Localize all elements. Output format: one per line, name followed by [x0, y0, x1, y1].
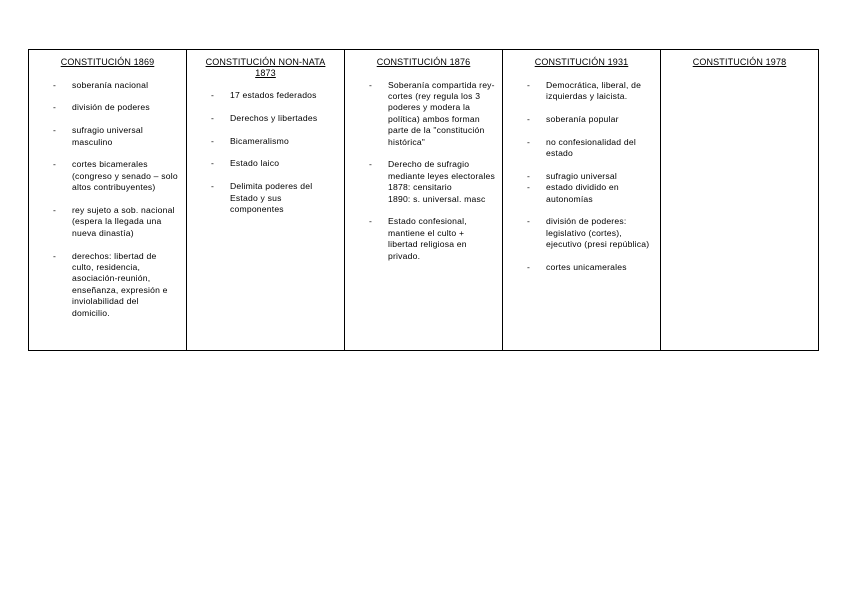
list-item	[190, 90, 341, 101]
column-title: CONSTITUCIÓN 1876	[376, 57, 471, 67]
list-item-text: Estado laico	[230, 158, 280, 169]
list-item-subline: 1890: s. universal. masc	[388, 193, 486, 204]
list-item	[348, 159, 499, 205]
list-item-text: estado dividido en autonomías	[546, 182, 619, 204]
list-item-text: derechos: libertad de culto, residencia, asociación-reunión, enseñanza, expresión e inviolabilidad del domicilio.	[72, 250, 168, 318]
list-item-text: Soberanía compartida rey-cortes (rey regula los 3 poderes y modera la política) ambos forman parte de la "constitución histórica"	[388, 79, 495, 147]
list-item	[32, 80, 183, 91]
list-item-text: no confesionalidad del estado	[546, 136, 636, 158]
column-1931	[503, 50, 661, 351]
list-item	[190, 181, 341, 215]
list-item	[348, 80, 499, 148]
list-item-text: división de poderes: legislativo (cortes), ejecutivo (presi república)	[546, 216, 650, 250]
item-list	[190, 90, 341, 215]
item-list	[32, 80, 183, 319]
list-item-text: rey sujeto a sob. nacional (espera la llegada una nueva dinastía)	[72, 204, 175, 238]
list-item-text: Bicameralismo	[230, 135, 289, 146]
list-item	[190, 136, 341, 147]
column-1873	[187, 50, 345, 351]
column-1978	[661, 50, 819, 351]
item-list	[348, 80, 499, 262]
list-item	[32, 251, 183, 319]
column-title: CONSTITUCIÓN 1869	[60, 57, 155, 67]
list-item-text: división de poderes	[72, 102, 150, 113]
list-item	[348, 216, 499, 262]
list-item	[190, 113, 341, 124]
list-item-text: cortes unicamerales	[546, 261, 627, 272]
item-list	[506, 80, 657, 274]
list-item-text: 17 estados federados	[230, 90, 317, 100]
column-1869	[29, 50, 187, 351]
list-item	[506, 114, 657, 125]
list-item-text: cortes bicamerales (congreso y senado – solo altos contribuyentes)	[72, 159, 178, 193]
list-item	[506, 216, 657, 250]
list-item-text: Derechos y libertades	[230, 112, 318, 123]
list-item	[506, 137, 657, 160]
list-item	[506, 171, 657, 182]
list-item	[32, 102, 183, 113]
column-1876	[345, 50, 503, 351]
list-item	[506, 182, 657, 205]
list-item	[190, 158, 341, 169]
constitutions-table	[28, 49, 819, 351]
list-item-text: sufragio universal	[546, 170, 617, 181]
list-item	[506, 80, 657, 103]
list-item	[32, 205, 183, 239]
list-item-text: soberanía nacional	[72, 79, 149, 90]
list-item-text: Delimita poderes del Estado y sus componentes	[230, 181, 313, 214]
list-item	[506, 262, 657, 273]
list-item-text: soberanía popular	[546, 113, 619, 124]
list-item-text: sufragio universal masculino	[72, 125, 143, 147]
list-item	[32, 159, 183, 193]
list-item-text: Derecho de sufragio mediante leyes electorales	[388, 159, 495, 181]
list-item-text: Estado confesional, mantiene el culto + libertad religiosa en privado.	[388, 216, 467, 261]
list-item-subline: 1878: censitario	[388, 182, 452, 193]
list-item	[32, 125, 183, 148]
column-title: CONSTITUCIÓN NON-NATA 1873	[205, 57, 326, 78]
table-row	[29, 50, 819, 351]
list-item-text: Democrática, liberal, de izquierdas y laicista.	[546, 79, 642, 101]
column-title: CONSTITUCIÓN 1931	[534, 57, 629, 67]
column-title: CONSTITUCIÓN 1978	[692, 57, 787, 67]
